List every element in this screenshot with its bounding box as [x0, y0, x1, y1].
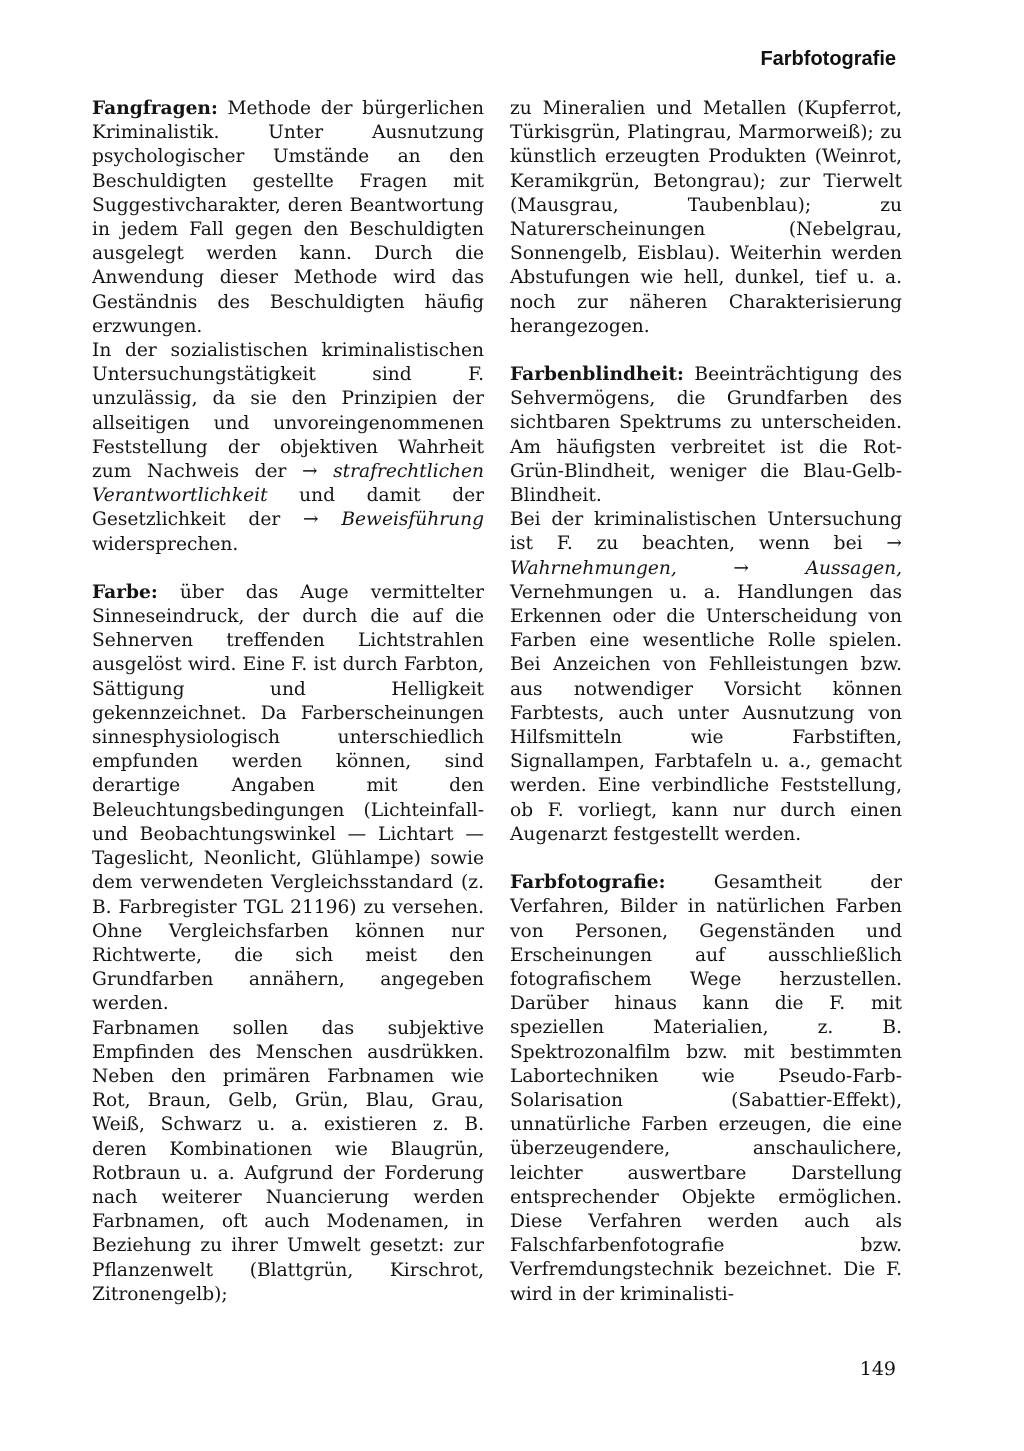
lemma-fangfragen: Fangfragen:: [92, 98, 218, 119]
entry-farbe: [92, 581, 484, 1017]
definition-text: Gesamtheit der Verfahren, Bilder in natürlichen Farben von Personen, Gegenständen und Erscheinungen auf ausschließlich fotografischem Wege herzustellen. Darüber hinaus kann die F. mit speziellen Materialien, z. B. Spektrozonalfilm bzw. mit bestimmten Labortechniken wie Pseudo-Farb-Solarisation (Sabattier-Effekt), unnatürliche Farben erzeugen, die eine überzeugendere, anschaulichere, leichter auswertbare Darstellung entsprechender Objekte ermöglichen. Diese Verfahren werden auch als Falschfarbenfotografie bzw. Verfremdungstechnik bezeichnet. Die F. wird in der kriminalisti-: [510, 872, 902, 1305]
paragraph-text: und damit der Gesetzlichkeit der: [92, 485, 484, 531]
entry-paragraph: [510, 508, 902, 847]
right-column: [510, 97, 902, 1307]
definition-text: Beeinträchtigung des Sehvermögens, die Grundfarben des sichtbaren Spektrums zu unterscheiden. Am häufigsten verbreitet ist die Rot-Grün-Blindheit, weniger die Blau-Gelb-Blindheit.: [510, 364, 902, 507]
paragraph-text: In der sozialistischen kriminalistischen Untersuchungstätigkeit sind F. unzulässig, da sie den Prinzipien der allseitigen und unvoreingenommenen Feststellung der objektiven Wahrheit zum Nachweis der: [92, 340, 484, 483]
entry-farbenblindheit: [510, 363, 902, 508]
lemma-farbenblindheit: Farbenblindheit:: [510, 364, 684, 386]
cross-reference-link[interactable]: → Beweisführung: [303, 509, 485, 531]
cross-reference-link[interactable]: → Wahrnehmungen,: [510, 533, 902, 579]
cross-reference-link[interactable]: → strafrechtlichen Verantwortlichkeit: [92, 461, 484, 507]
definition-text: über das Auge vermittelter Sinneseindruck, der durch die auf die Sehnerven treffenden Lichtstrahlen ausgelöst wird. Eine F. ist durch Farbton, Sättigung und Helligkeit gekennzeichnet. Da Farberscheinungen sinnesphysiologisch unterschiedlich empfunden werden können, sind derartige Angaben mit den Beleuchtungsbedingungen (Lichteinfall- und Beobachtungswinkel — Lichtart — Tageslicht, Neonlicht, Glühlampe) sowie dem verwendeten Vergleichsstandard (z. B. Farbregister TGL 21196) zu versehen. Ohne Vergleichsfarben können nur Richtwerte, die sich meist den Grundfarben annähern, angegeben werden.: [92, 581, 484, 1015]
lemma-farbe: Farbe:: [92, 581, 158, 603]
lemma-farbfotografie: Farbfotografie:: [510, 872, 666, 894]
running-head: Farbfotografie: [760, 48, 896, 70]
cross-reference-link[interactable]: → Aussagen,: [733, 557, 902, 579]
paragraph-text: widersprechen.: [92, 533, 239, 555]
entry-farbfotografie: [510, 871, 902, 1307]
left-column: [92, 97, 484, 1307]
entry-paragraph: [92, 339, 484, 557]
entry-fangfragen: [92, 97, 484, 339]
entry-paragraph: Farbnamen sollen das subjektive Empfinden des Menschen ausdrükken. Neben den primären Farbnamen wie Rot, Braun, Gelb, Grün, Blau, Grau, Weiß, Schwarz u. a. existieren z. B. deren Kombinationen wie Blaugrün, Rotbraun u. a. Aufgrund der Forderung nach weiterer Nuancierung werden Farbnamen, oft auch Modenamen, in Beziehung zu ihrer Umwelt gesetzt: zur Pflanzenwelt (Blattgrün, Kirschrot, Zitronengelb);: [92, 1017, 484, 1305]
paragraph-text: Bei der kriminalistischen Untersuchung ist F. zu beachten, wenn bei: [510, 509, 902, 555]
paragraph-text: Vernehmungen u. a. Handlungen das Erkennen oder die Unterscheidung von Farben eine wesentliche Rolle spielen. Bei Anzeichen von Fehlleistungen bzw. aus notwendiger Vorsicht können Farbtests, auch unter Ausnutzung von Hilfsmitteln wie Farbstiften, Signallampen, Farbtafeln u. a., gemacht werden. Eine verbindliche Feststellung, ob F. vorliegt, kann nur durch einen Augenarzt festgestellt werden.: [510, 581, 902, 845]
entry-continuation: zu Mineralien und Metallen (Kupferrot, Türkisgrün, Platingrau, Marmorweiß); zu künstlich erzeugten Produkten (Weinrot, Keramikgrün, Betongrau); zur Tierwelt (Mausgrau, Taubenblau); zu Naturerscheinungen (Nebelgrau, Sonnengelb, Eisblau). Weiterhin werden Abstufungen wie hell, dunkel, tief u. a. noch zur näheren Charakterisierung herangezogen.: [510, 98, 902, 337]
page-number: 149: [859, 1358, 896, 1380]
definition-text: Methode der bürgerlichen Kriminalistik. Unter Ausnutzung psychologischer Umstände an den Beschuldigten gestellte Fragen mit Suggestivcharakter, deren Beantwortung in jedem Fall gegen den Beschuldigten ausgelegt werden kann. Durch die Anwendung dieser Methode wird das Geständnis des Beschuldigten häufig erzwungen.: [92, 98, 484, 337]
